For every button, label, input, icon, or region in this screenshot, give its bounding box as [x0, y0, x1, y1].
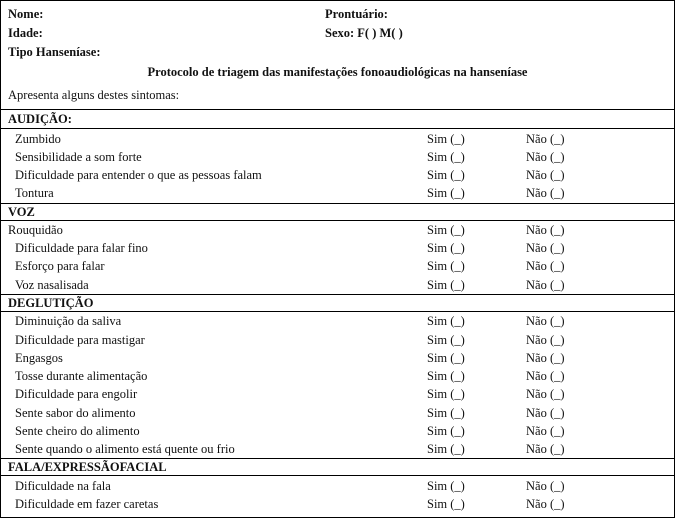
sim-option[interactable]: Sim (_)	[427, 497, 465, 511]
sim-option[interactable]: Sim (_)	[427, 168, 465, 182]
nao-option[interactable]: Não (_)	[526, 241, 565, 255]
symptom-label: Esforço para falar	[15, 259, 105, 273]
nao-option[interactable]: Não (_)	[526, 333, 565, 347]
prontuario-label: Prontuário:	[325, 7, 388, 21]
nao-option[interactable]: Não (_)	[526, 369, 565, 383]
section-title-voz: VOZ	[8, 205, 35, 219]
symptom-label: Dificuldade para entender o que as pessoas falam	[15, 168, 262, 182]
nao-option[interactable]: Não (_)	[526, 479, 565, 493]
symptom-label: Sente sabor do alimento	[15, 406, 136, 420]
symptom-label: Sensibilidade a som forte	[15, 150, 142, 164]
section-divider	[1, 311, 674, 312]
nao-option[interactable]: Não (_)	[526, 424, 565, 438]
sim-option[interactable]: Sim (_)	[427, 351, 465, 365]
symptom-label: Rouquidão	[8, 223, 63, 237]
sim-option[interactable]: Sim (_)	[427, 479, 465, 493]
symptom-label: Dificuldade para falar fino	[15, 241, 148, 255]
nao-option[interactable]: Não (_)	[526, 497, 565, 511]
nao-option[interactable]: Não (_)	[526, 278, 565, 292]
symptom-label: Dificuldade na fala	[15, 479, 111, 493]
nao-option[interactable]: Não (_)	[526, 351, 565, 365]
sim-option[interactable]: Sim (_)	[427, 406, 465, 420]
section-title-fala: FALA/EXPRESSÃOFACIAL	[8, 460, 167, 474]
nome-label: Nome:	[8, 7, 44, 21]
sim-option[interactable]: Sim (_)	[427, 314, 465, 328]
symptom-label: Dificuldade para engolir	[15, 387, 138, 401]
sim-option[interactable]: Sim (_)	[427, 387, 465, 401]
section-title-degluticao: DEGLUTIÇÃO	[8, 296, 94, 310]
intro-text: Apresenta alguns destes sintomas:	[8, 88, 180, 102]
symptom-label: Sente cheiro do alimento	[15, 424, 140, 438]
symptom-label: Zumbido	[15, 132, 61, 146]
section-divider	[1, 203, 674, 204]
sim-option[interactable]: Sim (_)	[427, 223, 465, 237]
nao-option[interactable]: Não (_)	[526, 314, 565, 328]
sim-option[interactable]: Sim (_)	[427, 424, 465, 438]
nao-option[interactable]: Não (_)	[526, 387, 565, 401]
sexo-label: Sexo: F( ) M( )	[325, 26, 403, 40]
section-divider	[1, 128, 674, 129]
nao-option[interactable]: Não (_)	[526, 186, 565, 200]
symptom-label: Dificuldade em fazer caretas	[15, 497, 159, 511]
section-divider	[1, 294, 674, 295]
nao-option[interactable]: Não (_)	[526, 223, 565, 237]
symptom-label: Voz nasalisada	[15, 278, 89, 292]
symptom-label: Tontura	[15, 186, 54, 200]
sim-option[interactable]: Sim (_)	[427, 150, 465, 164]
nao-option[interactable]: Não (_)	[526, 150, 565, 164]
sim-option[interactable]: Sim (_)	[427, 369, 465, 383]
section-divider	[1, 475, 674, 476]
sim-option[interactable]: Sim (_)	[427, 132, 465, 146]
section-title-audicao: AUDIÇÃO:	[8, 112, 72, 126]
symptom-label: Tosse durante alimentação	[15, 369, 148, 383]
sim-option[interactable]: Sim (_)	[427, 442, 465, 456]
sim-option[interactable]: Sim (_)	[427, 186, 465, 200]
tipo-hanseniase-label: Tipo Hanseníase:	[8, 45, 101, 59]
form-title: Protocolo de triagem das manifestações fonoaudiológicas na hanseníase	[147, 65, 528, 79]
nao-option[interactable]: Não (_)	[526, 442, 565, 456]
section-divider	[1, 109, 674, 110]
sim-option[interactable]: Sim (_)	[427, 241, 465, 255]
symptom-label: Dificuldade para mastigar	[15, 333, 145, 347]
sim-option[interactable]: Sim (_)	[427, 333, 465, 347]
symptom-label: Sente quando o alimento está quente ou frio	[15, 442, 235, 456]
nao-option[interactable]: Não (_)	[526, 259, 565, 273]
sim-option[interactable]: Sim (_)	[427, 259, 465, 273]
nao-option[interactable]: Não (_)	[526, 406, 565, 420]
symptom-label: Diminuição da saliva	[15, 314, 122, 328]
sim-option[interactable]: Sim (_)	[427, 278, 465, 292]
idade-label: Idade:	[8, 26, 43, 40]
nao-option[interactable]: Não (_)	[526, 132, 565, 146]
symptom-label: Engasgos	[15, 351, 63, 365]
section-divider	[1, 220, 674, 221]
nao-option[interactable]: Não (_)	[526, 168, 565, 182]
